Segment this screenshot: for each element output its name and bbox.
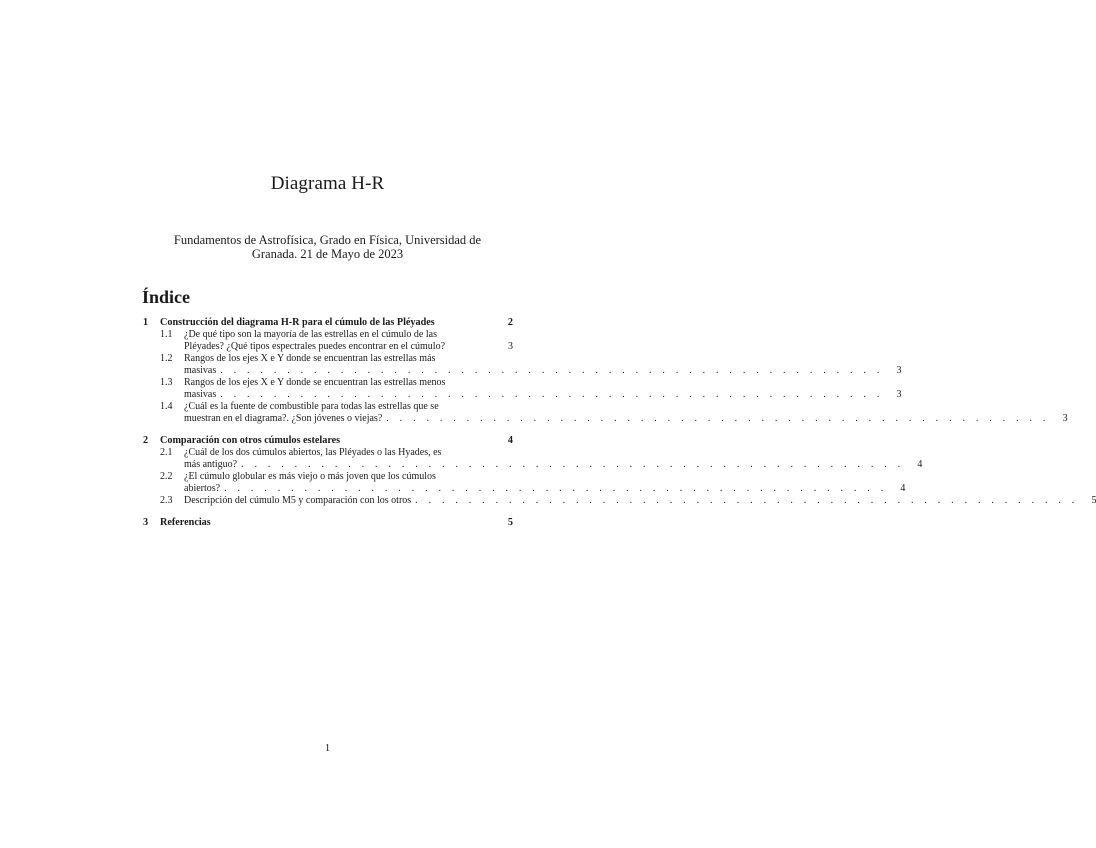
toc-section-number: 2 [143, 435, 149, 446]
toc-subsection-2-3[interactable] [160, 495, 1096, 507]
toc-subsection-page: 4 [917, 459, 923, 470]
toc-heading: Índice [142, 287, 191, 307]
document-subtitle: Fundamentos de Astrofísica, Grado en Física, Universidad de Granada. 21 de Mayo de 2023 [173, 233, 482, 261]
toc-subsection-line2: Pléyades? ¿Qué tipos espectrales puedes encontrar en el cúmulo? [184, 341, 446, 352]
toc-subsection-page: 3 [1062, 413, 1068, 424]
document-title: Diagrama H-R [270, 173, 385, 194]
toc-leader-dots: . . . . . . . . . . . . . . . . . . . . . . . . . . . . . . . . . . . . . . . . . . . . . . . . . . [220, 365, 884, 376]
toc-leader-dots: . . . . . . . . . . . . . . . . . . . . . . . . . . . . . . . . . . . . . . . . . . . . . . . . . . [224, 483, 888, 494]
toc-section-page: 2 [507, 317, 513, 328]
table-of-contents [143, 317, 1096, 529]
toc-section-number: 1 [143, 317, 149, 328]
toc-subsection-1-4[interactable] [160, 401, 1068, 425]
toc-subsection-line2: abiertos? [184, 483, 221, 494]
toc-subsection-line1: ¿El cúmulo globular es más viejo o más joven que los cúmulos [184, 471, 436, 482]
toc-subsection-number: 2.3 [160, 495, 173, 506]
toc-subsection-number: 1.3 [160, 377, 173, 388]
toc-subsection-line1: ¿Cuál de los dos cúmulos abiertos, las Pléyades o las Hyades, es [184, 447, 442, 458]
toc-subsection-page: 3 [896, 389, 902, 400]
toc-section-2[interactable] [143, 435, 513, 447]
toc-leader-dots: . . . . . . . . . . . . . . . . . . . . . . . . . . . . . . . . . . . . . . . . . . . . . . . . . . [415, 495, 1079, 506]
toc-section-page: 5 [507, 517, 513, 528]
toc-section-1[interactable] [143, 317, 513, 329]
toc-subsection-line2: muestran en el diagrama?. ¿Son jóvenes o viejas? [184, 413, 383, 424]
toc-subsection-number: 1.2 [160, 353, 173, 364]
toc-section-title: Construcción del diagrama H-R para el cúmulo de las Pléyades [160, 317, 435, 328]
toc-subsection-line1: Rangos de los ejes X e Y donde se encuentran las estrellas más [184, 353, 436, 364]
toc-subsection-page: 3 [508, 341, 513, 352]
toc-subsection-number: 2.1 [160, 447, 173, 458]
toc-leader-dots: . . . . . . . . . . . . . . . . . . . . . . . . . . . . . . . . . . . . . . . . . . . . . . . . . . [220, 389, 884, 400]
toc-subsection-line2: Descripción del cúmulo M5 y comparación con los otros [184, 495, 412, 506]
toc-section-3[interactable] [143, 517, 513, 529]
toc-subsection-line2: masivas [184, 389, 217, 400]
toc-subsection-2-1[interactable] [160, 447, 923, 471]
toc-section-page: 4 [507, 435, 513, 446]
toc-subsection-page: 5 [1091, 495, 1096, 506]
toc-subsection-number: 1.1 [160, 329, 173, 340]
toc-section-title: Referencias [160, 517, 211, 528]
toc-leader-dots: . . . . . . . . . . . . . . . . . . . . . . . . . . . . . . . . . . . . . . . . . . . . . . . . . . [241, 459, 905, 470]
toc-subsection-number: 1.4 [160, 401, 173, 412]
toc-subsection-page: 4 [900, 483, 906, 494]
toc-subsection-1-3[interactable] [160, 377, 902, 401]
toc-subsection-page: 3 [896, 365, 902, 376]
toc-subsection-line2: más antiguo? [184, 459, 238, 470]
toc-section-number: 3 [143, 517, 149, 528]
toc-subsection-line2: masivas [184, 365, 217, 376]
toc-subsection-1-1[interactable] [160, 329, 513, 353]
toc-subsection-line1: ¿De qué tipo son la mayoría de las estrellas en el cúmulo de las [184, 329, 437, 340]
toc-subsection-2-2[interactable] [160, 471, 906, 495]
toc-leader-dots: . . . . . . . . . . . . . . . . . . . . . . . . . . . . . . . . . . . . . . . . . . . . . . . . . . [386, 413, 1050, 424]
toc-subsection-number: 2.2 [160, 471, 173, 482]
page-number: 1 [324, 742, 331, 754]
toc-subsection-line1: Rangos de los ejes X e Y donde se encuentran las estrellas menos [184, 377, 446, 388]
toc-subsection-1-2[interactable] [160, 353, 902, 377]
toc-section-title: Comparación con otros cúmulos estelares [160, 435, 341, 446]
toc-subsection-line1: ¿Cuál es la fuente de combustible para todas las estrellas que se [184, 401, 439, 412]
